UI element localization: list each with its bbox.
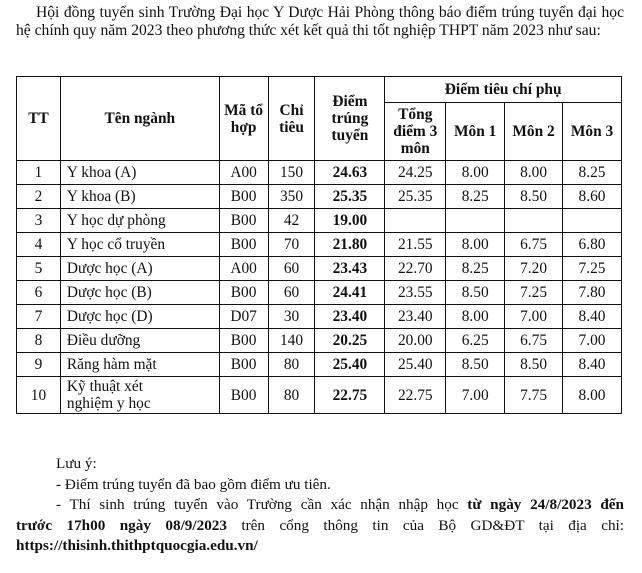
cell-total3: 22.75	[385, 377, 446, 414]
cell-tt: 1	[17, 161, 61, 185]
cell-quota: 42	[268, 209, 315, 233]
table-row	[17, 353, 622, 377]
cell-tt: 5	[17, 257, 61, 281]
cell-total3: 20.00	[385, 329, 446, 353]
cell-sub3: 8.40	[563, 305, 622, 329]
cell-total3: 23.40	[385, 305, 446, 329]
cell-sub1	[446, 209, 505, 233]
cell-name: Y khoa (A)	[60, 161, 219, 185]
cell-score: 24.63	[315, 161, 385, 185]
cell-quota: 60	[268, 281, 315, 305]
admission-scores-table	[16, 76, 622, 414]
cell-name: Kỹ thuật xét nghiệm y học	[60, 377, 219, 414]
intro-paragraph: Hội đồng tuyển sinh Trường Đại học Y Dược Hải Phòng thông báo điểm trúng tuyển đại học hệ chính quy năm 2023 theo phương thức xét kết quả thi tốt nghiệp THPT năm 2023 như sau:	[16, 4, 624, 39]
cell-total3	[385, 209, 446, 233]
cell-quota: 80	[268, 353, 315, 377]
cell-score: 23.40	[315, 305, 385, 329]
header-sub-group: Điểm tiêu chí phụ	[385, 77, 622, 103]
cell-combo: B00	[219, 329, 268, 353]
cell-sub1: 8.25	[446, 185, 505, 209]
cell-tt: 3	[17, 209, 61, 233]
cell-sub2: 8.50	[505, 353, 563, 377]
cell-combo: A00	[219, 257, 268, 281]
note-confirmation-deadline: trước 17h00 ngày 08/9/2023	[16, 516, 227, 534]
cell-sub2: 8.50	[505, 185, 563, 209]
cell-sub1: 6.25	[446, 329, 505, 353]
cell-name: Y học dự phòng	[60, 209, 219, 233]
table-row	[17, 305, 622, 329]
cell-name: Dược học (B)	[60, 281, 219, 305]
cell-sub3: 8.00	[563, 377, 622, 414]
cell-combo: B00	[219, 353, 268, 377]
cell-tt: 6	[17, 281, 61, 305]
note-confirmation-date-start: từ ngày 24/8/2023 đến	[467, 496, 624, 513]
table-row	[17, 185, 622, 209]
cell-sub3: 6.80	[563, 233, 622, 257]
cell-sub1: 8.50	[446, 281, 505, 305]
cell-name: Dược học (D)	[60, 305, 219, 329]
cell-sub1: 8.50	[446, 353, 505, 377]
cell-combo: B00	[219, 281, 268, 305]
cell-sub2	[505, 209, 563, 233]
cell-tt: 8	[17, 329, 61, 353]
cell-score: 24.41	[315, 281, 385, 305]
cell-combo: B00	[219, 185, 268, 209]
cell-quota: 350	[268, 185, 315, 209]
header-score: Điểm trúng tuyển	[315, 77, 385, 161]
cell-sub1: 7.00	[446, 377, 505, 414]
cell-sub1: 8.00	[446, 233, 505, 257]
header-name: Tên ngành	[60, 77, 219, 161]
notes-label: Lưu ý:	[56, 455, 97, 472]
cell-tt: 10	[17, 377, 61, 414]
portal-url-line	[16, 536, 624, 557]
table-row	[17, 281, 622, 305]
cell-total3: 25.35	[385, 185, 446, 209]
cell-sub3: 8.40	[563, 353, 622, 377]
table-row	[17, 257, 622, 281]
cell-quota: 60	[268, 257, 315, 281]
cell-tt: 9	[17, 353, 61, 377]
table-row	[17, 329, 622, 353]
cell-sub1: 8.00	[446, 161, 505, 185]
cell-tt: 4	[17, 233, 61, 257]
cell-sub2: 7.00	[505, 305, 563, 329]
cell-quota: 150	[268, 161, 315, 185]
note-priority-points: - Điểm trúng tuyển đã bao gồm điểm ưu tiên.	[56, 475, 331, 493]
note-confirmation-line2	[16, 516, 624, 537]
portal-url-link[interactable]: https://thisinh.thithptquocgia.edu.vn/	[16, 537, 258, 554]
notes-section	[16, 454, 624, 557]
cell-sub3: 8.60	[563, 185, 622, 209]
cell-total3: 21.55	[385, 233, 446, 257]
header-total3: Tổng điểm 3 môn	[385, 103, 446, 161]
cell-score: 20.25	[315, 329, 385, 353]
cell-combo: B00	[219, 233, 268, 257]
cell-sub2: 7.20	[505, 257, 563, 281]
cell-name: Dược học (A)	[60, 257, 219, 281]
cell-tt: 7	[17, 305, 61, 329]
header-combo: Mã tổ hợp	[219, 77, 268, 161]
cell-tt: 2	[17, 185, 61, 209]
cell-sub2: 7.75	[505, 377, 563, 414]
cell-sub1: 8.00	[446, 305, 505, 329]
note-confirmation-portal-text: trên cổng thông tin của Bộ GD&ĐT tại địa chỉ:	[241, 516, 624, 534]
cell-sub3: 7.80	[563, 281, 622, 305]
header-sub3: Môn 3	[563, 103, 622, 161]
cell-score: 23.43	[315, 257, 385, 281]
cell-sub3: 7.00	[563, 329, 622, 353]
cell-combo: D07	[219, 305, 268, 329]
header-tt: TT	[17, 77, 61, 161]
note-confirmation-text: - Thí sinh trúng tuyển vào Trường cần xác nhận nhập học	[56, 496, 459, 513]
table-row	[17, 377, 622, 414]
cell-quota: 80	[268, 377, 315, 414]
header-sub1: Môn 1	[446, 103, 505, 161]
cell-combo: A00	[219, 161, 268, 185]
cell-sub2: 7.25	[505, 281, 563, 305]
cell-quota: 30	[268, 305, 315, 329]
cell-sub3	[563, 209, 622, 233]
cell-name: Y khoa (B)	[60, 185, 219, 209]
cell-sub3: 7.25	[563, 257, 622, 281]
cell-total3: 22.70	[385, 257, 446, 281]
cell-sub2: 6.75	[505, 329, 563, 353]
cell-sub2: 8.00	[505, 161, 563, 185]
table-row	[17, 233, 622, 257]
cell-score: 21.80	[315, 233, 385, 257]
cell-name: Răng hàm mặt	[60, 353, 219, 377]
cell-score: 25.40	[315, 353, 385, 377]
cell-combo: B00	[219, 377, 268, 414]
note-confirmation-line1	[16, 495, 624, 516]
cell-total3: 25.40	[385, 353, 446, 377]
table-row	[17, 161, 622, 185]
cell-sub1: 8.25	[446, 257, 505, 281]
header-sub2: Môn 2	[505, 103, 563, 161]
cell-total3: 24.25	[385, 161, 446, 185]
cell-sub3: 8.25	[563, 161, 622, 185]
cell-score: 22.75	[315, 377, 385, 414]
cell-sub2: 6.75	[505, 233, 563, 257]
header-quota: Chỉ tiêu	[268, 77, 315, 161]
cell-name: Điều dưỡng	[60, 329, 219, 353]
table-row	[17, 209, 622, 233]
cell-score: 19.00	[315, 209, 385, 233]
cell-quota: 70	[268, 233, 315, 257]
cell-score: 25.35	[315, 185, 385, 209]
cell-combo: B00	[219, 209, 268, 233]
cell-quota: 140	[268, 329, 315, 353]
cell-name: Y học cổ truyền	[60, 233, 219, 257]
cell-total3: 23.55	[385, 281, 446, 305]
